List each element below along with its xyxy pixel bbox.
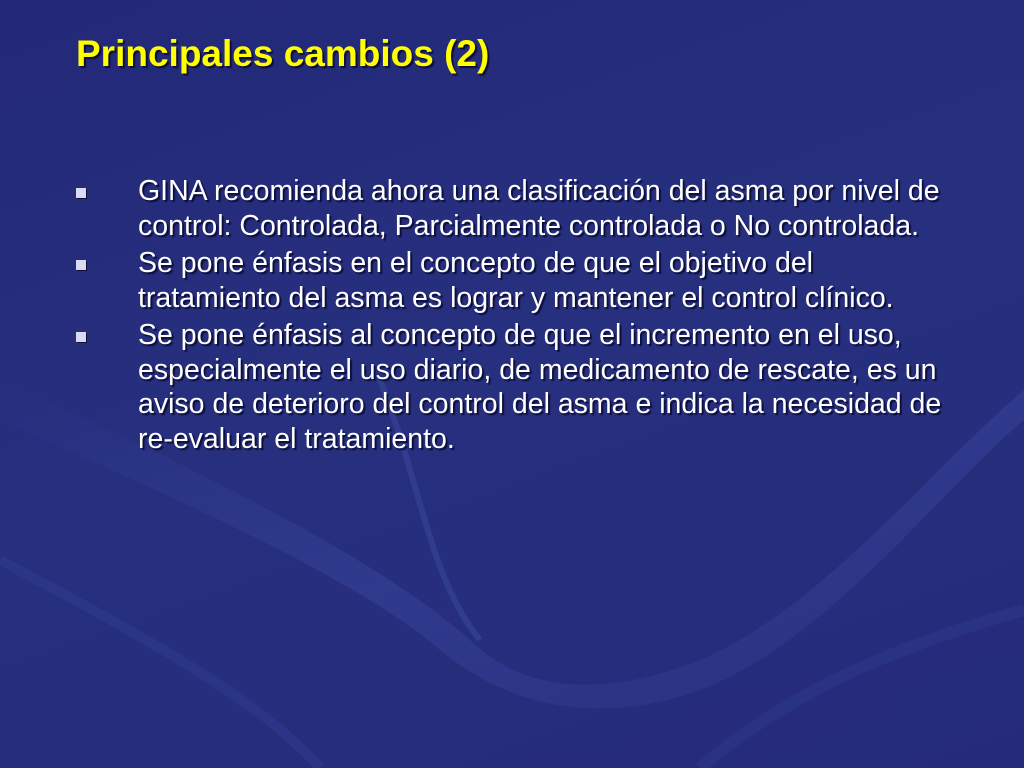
bullet-text: Se pone énfasis en el concepto de que el objetivo del tratamiento del asma es lograr y mantener el control clínico. xyxy=(138,247,894,314)
square-bullet-icon xyxy=(76,332,86,342)
square-bullet-icon xyxy=(76,260,86,270)
square-bullet-icon xyxy=(76,188,86,198)
bullet-list xyxy=(76,174,956,459)
bullet-item xyxy=(76,246,956,315)
bullet-text: GINA recomienda ahora una clasificación del asma por nivel de control: Controlada, Parcialmente controlada o No controlada. xyxy=(138,175,940,242)
bullet-text: Se pone énfasis al concepto de que el incremento en el uso, especialmente el uso diario, de medicamento de rescate, es un aviso de deterioro del control del asma e indica la necesidad de re-evaluar el tratamiento. xyxy=(138,319,942,455)
slide-title: Principales cambios (2) xyxy=(76,33,490,74)
bullet-item xyxy=(76,174,956,243)
bullet-item xyxy=(76,318,956,456)
